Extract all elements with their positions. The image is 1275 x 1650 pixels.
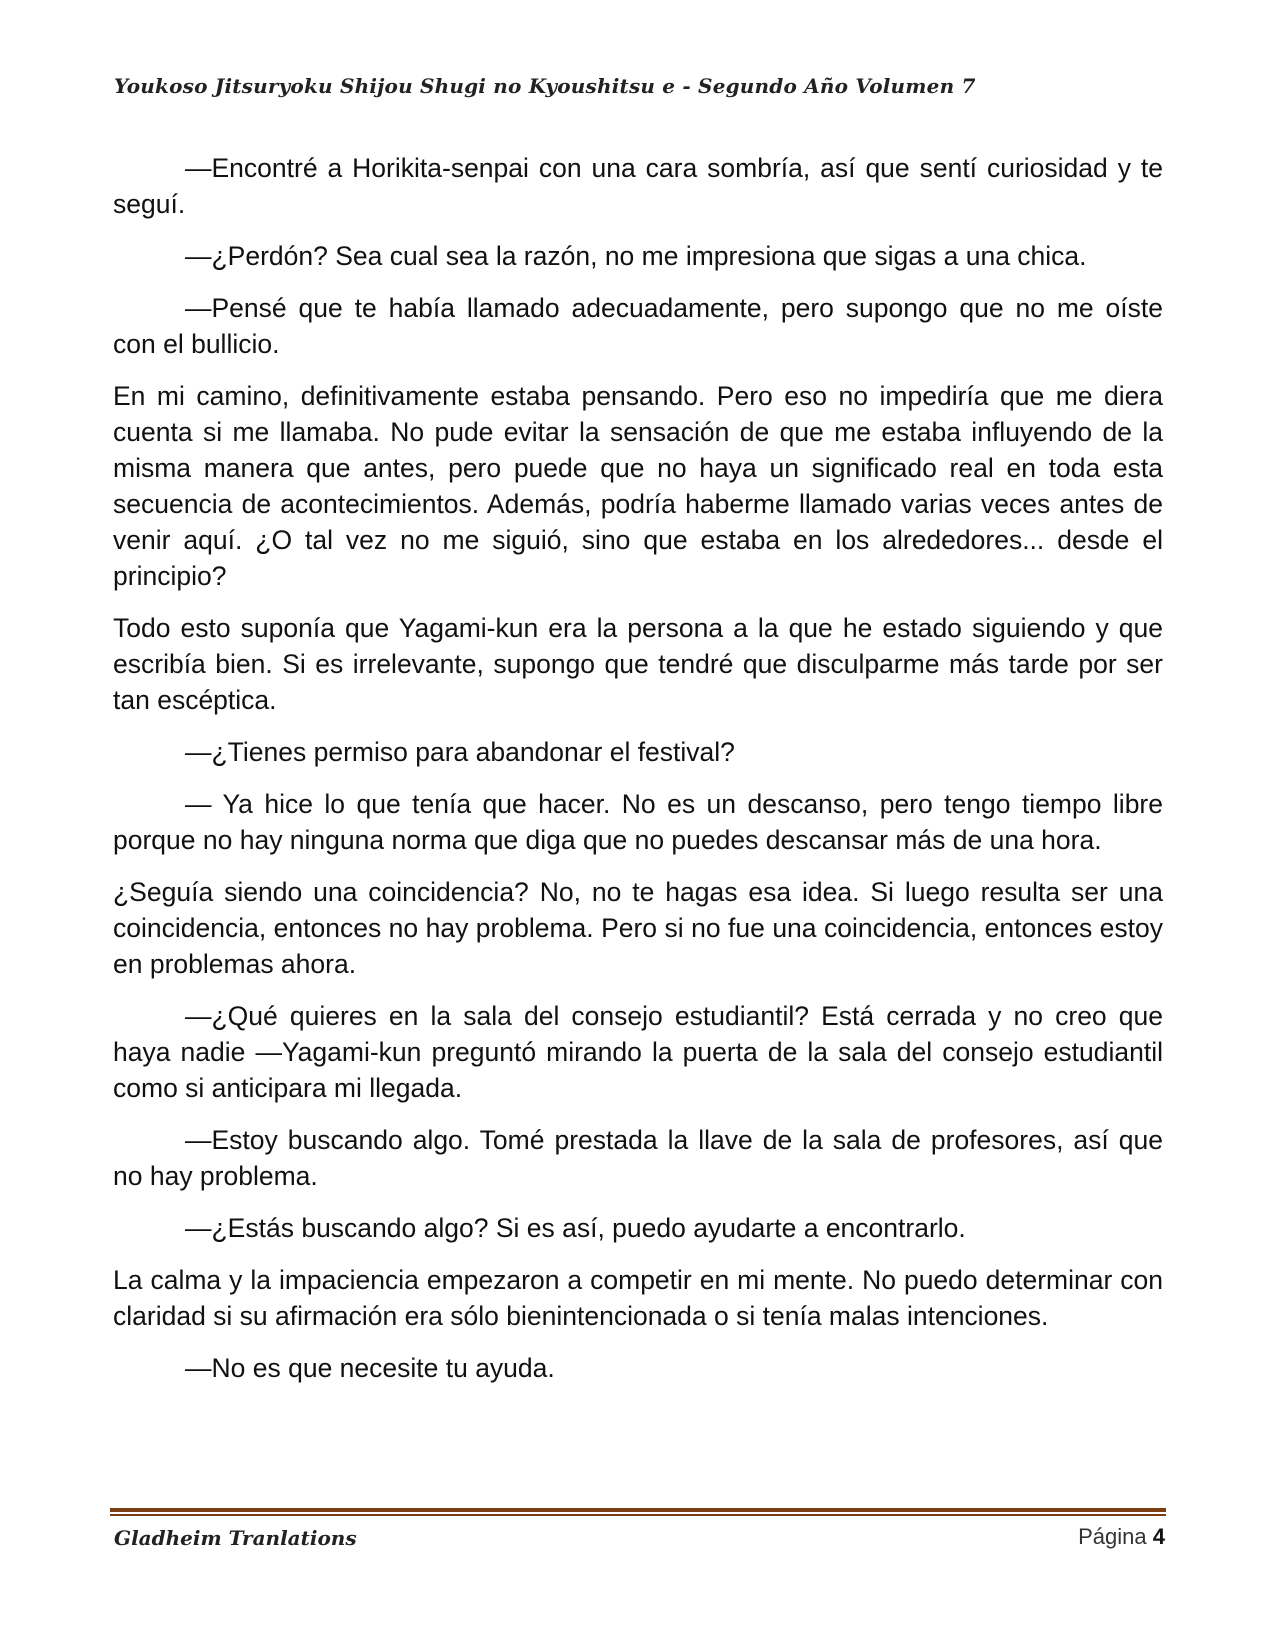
paragraph: —No es que necesite tu ayuda. xyxy=(185,1353,555,1383)
paragraph: En mi camino, definitivamente estaba pensando. Pero eso no impediría que me diera cuenta si me llamaba. No pude evitar la sensación de que me estaba influyendo de la misma manera que antes, pero puede que no haya un significado real en toda esta secuencia de acontecimientos. Además, podría haberme llamado varias veces antes de venir aquí. ¿O tal vez no me siguió, sino que estaba en los alrededores... desde el principio? xyxy=(113,381,1163,591)
paragraph: —¿Estás buscando algo? Si es así, puedo ayudarte a encontrarlo. xyxy=(185,1213,966,1243)
paragraph: —¿Qué quieres en la sala del consejo estudiantil? Está cerrada y no creo que haya nadie —Yagami-kun preguntó mirando la puerta de la sala del consejo estudiantil como si anticipara mi llegada. xyxy=(113,1001,1163,1103)
paragraph: —¿Perdón? Sea cual sea la razón, no me impresiona que sigas a una chica. xyxy=(185,241,1087,271)
footer-credit: Gladheim Tranlations xyxy=(114,1526,357,1550)
paragraph: —Encontré a Horikita-senpai con una cara sombría, así que sentí curiosidad y te seguí. xyxy=(113,153,1163,219)
header-title: Youkoso Jitsuryoku Shijou Shugi no Kyoushitsu e - Segundo Año Volumen 7 xyxy=(114,74,976,98)
page-label: Página xyxy=(1078,1524,1147,1549)
paragraph: —Estoy buscando algo. Tomé prestada la llave de la sala de profesores, así que no hay problema. xyxy=(113,1125,1163,1191)
paragraph: Todo esto suponía que Yagami-kun era la persona a la que he estado siguiendo y que escribía bien. Si es irrelevante, supongo que tendré que disculparme más tarde por ser tan escéptica. xyxy=(113,613,1163,715)
paragraph: —¿Tienes permiso para abandonar el festival? xyxy=(185,737,735,767)
page-number: 4 xyxy=(1152,1524,1165,1549)
paragraph: ¿Seguía siendo una coincidencia? No, no te hagas esa idea. Si luego resulta ser una coincidencia, entonces no hay problema. Pero si no fue una coincidencia, entonces estoy en problemas ahora. xyxy=(113,877,1163,979)
paragraph: —Pensé que te había llamado adecuadamente, pero supongo que no me oíste con el bullicio. xyxy=(113,293,1163,359)
paragraph: La calma y la impaciencia empezaron a competir en mi mente. No puedo determinar con claridad si su afirmación era sólo bienintencionada o si tenía malas intenciones. xyxy=(113,1265,1163,1331)
footer-divider xyxy=(110,1508,1166,1518)
paragraph: — Ya hice lo que tenía que hacer. No es un descanso, pero tengo tiempo libre porque no hay ninguna norma que diga que no puedes descansar más de una hora. xyxy=(113,789,1163,855)
page-number-label xyxy=(1078,1524,1165,1550)
body-text xyxy=(113,150,1163,1402)
